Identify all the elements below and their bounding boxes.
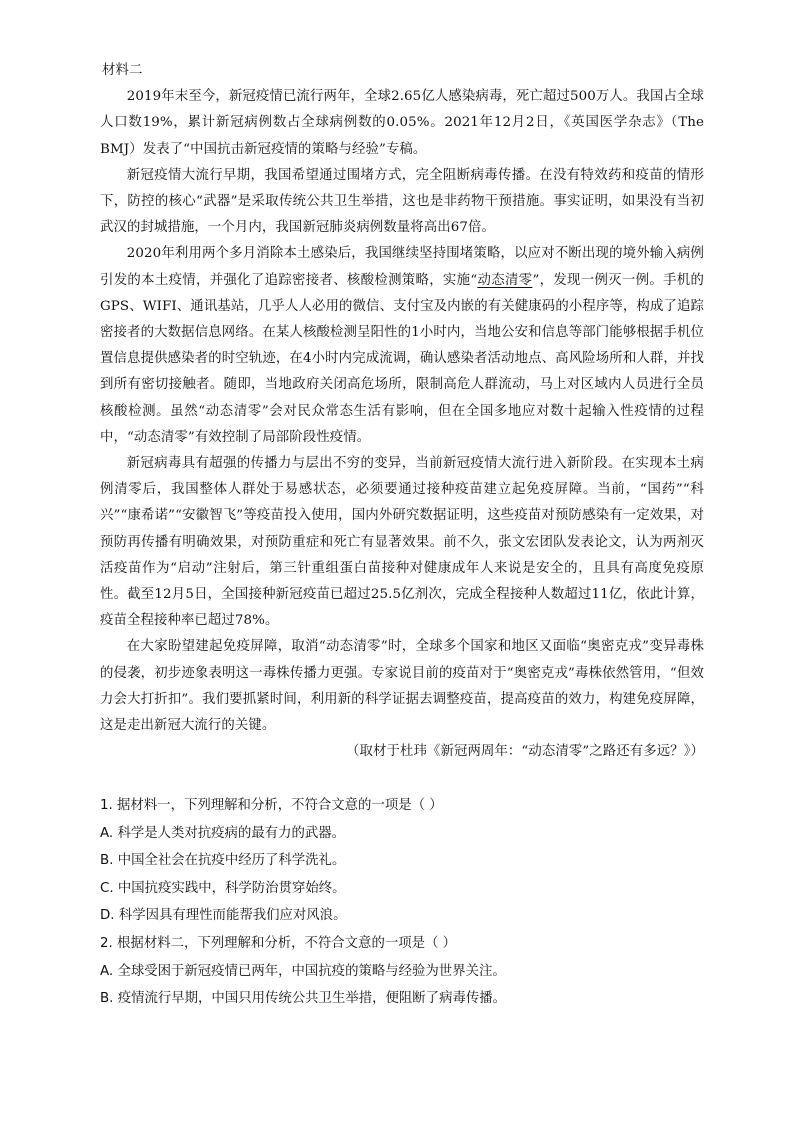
paragraph-2: 新冠疫情大流行早期，我国希望通过围堵方式，完全阻断病毒传播。在没有特效药和疫苗的情形下，防控的核心“武器”是采取传统公共卫生举措，这也是非药物干预措施。事实证明，如果没有当初武汉的封城措施，一个月内，我国新冠肺炎病例数量将高出67倍。 [100, 167, 704, 236]
paragraph-3-before: 2020年利用两个多月消除本土感染后，我国继续坚持围堵策略，以应对不断出现的境外输入病例引发的本土疫情，并强化了追踪密接者、核酸检测策略，实施“ [100, 246, 704, 288]
underlined-term: 动态清零 [477, 272, 533, 288]
paragraph-3-after: ”，发现一例灭一例。手机的GPS、WIFI、通讯基站，几乎人人必用的微信、支付宝及内嵌的有关健康码的小程序等，构成了追踪密接者的大数据信息网络。在某人核酸检测呈阳性的1小时内，当地公安和信息等部门能够根据手机位置信息提供感染者的时空轨迹，在4小时内完成流调，确认感染者活动地点、高风险场所和人群，并找到所有密切接触者。随即，当地政府关闭高危场所，限制高危人群流动，马上对区域内人员进行全员核酸检测。虽然“动态清零”会对民众常态生活有影响，但在全国多地应对数十起输入性疫情的过程中，“动态清零”有效控制了局部阶段性疫情。 [100, 272, 704, 445]
questions-section [100, 792, 704, 1013]
material-heading: 材料二 [102, 63, 143, 78]
question-2-option-a: A. 全球受困于新冠疫情已两年，中国抗疫的策略与经验为世界关注。 [100, 963, 506, 979]
material-two [100, 58, 704, 765]
source-citation: （取材于杜玮《新冠两周年：“动态清零”之路还有多远？》） [346, 744, 704, 760]
question-1-option-d: D. 科学因具有理性而能帮我们应对风浪。 [100, 908, 347, 924]
paragraph-5: 在大家盼望建起免疫屏障，取消“动态清零”时，全球多个国家和地区又面临“奥密克戎”变异毒株的侵袭，初步迹象表明这一毒株传播力更强。专家说目前的疫苗对于“奥密克戎”毒株依然管用，“但效力会大打折扣”。我们要抓紧时间，利用新的科学证据去调整疫苗，提高疫苗的效力，构建免疫屏障，这是走出新冠大流行的关键。 [100, 639, 704, 734]
question-1-option-c: C. 中国抗疫实践中，科学防治贯穿始终。 [100, 880, 346, 896]
question-1-stem: 1. 据材料一，下列理解和分析，不符合文意的一项是（ ） [100, 798, 443, 813]
paragraph-3 [100, 241, 704, 451]
question-2-option-b: B. 疫情流行早期，中国只用传统公共卫生举措，便阻断了病毒传播。 [100, 991, 507, 1007]
question-1-option-b: B. 中国全社会在抗疫中经历了科学洗礼。 [100, 853, 346, 869]
question-2-stem: 2. 根据材料二，下列理解和分析，不符合文意的一项是（ ） [100, 935, 457, 951]
question-1-option-a: A. 科学是人类对抗疫病的最有力的武器。 [100, 825, 346, 841]
paragraph-1: 2019年末至今，新冠疫情已流行两年，全球2.65亿人感染病毒，死亡超过500万人。我国占全球人口数19%，累计新冠病例数占全球病例数的0.05%。2021年12月2日，《英国医学杂志》（The BMJ）发表了“中国抗击新冠疫情的策略与经验”专稿。 [100, 89, 704, 157]
paragraph-4: 新冠病毒具有超强的传播力与层出不穷的变异，当前新冠疫情大流行进入新阶段。在实现本土病例清零后，我国整体人群处于易感状态，必须要通过接种疫苗建立起免疫屏障。当前，“国药”“科兴”“康希诺”“安徽智飞”等疫苗投入使用，国内外研究数据证明，这些疫苗对预防感染有一定效果，对预防再传播有明确效果，对预防重症和死亡有显著效果。前不久，张文宏团队发表论文，认为两剂灭活疫苗作为“启动”注射后，第三针重组蛋白苗接种对健康成年人来说是安全的，且具有高度免疫原性。截至12月5日，全国接种新冠疫苗已超过25.5亿剂次，完成全程接种人数超过11亿，依此计算，疫苗全程接种率已超过78%。 [100, 456, 704, 629]
